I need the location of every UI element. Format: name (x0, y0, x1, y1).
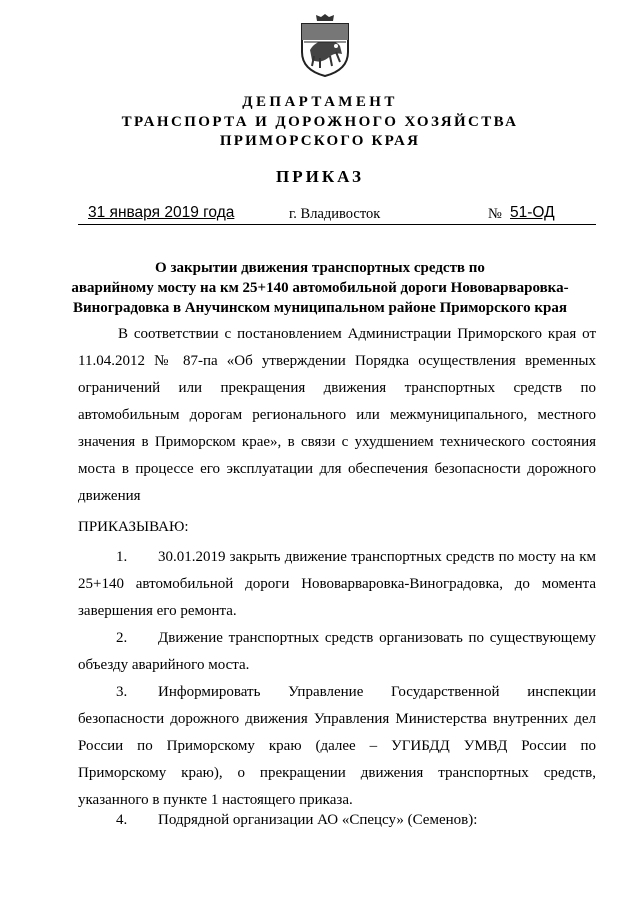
item-text: Информировать Управление Государственной инспекции безопасности дорожного движения Управления Министерства внутренних дел России по Приморскому краю (далее – УГИБДД УМВД России по Приморскому краю), о прекращении движения транспортных средств, указанного в пункте 1 настоящего приказа. (78, 684, 596, 808)
item-text: Подрядной организации АО «Спецсу» (Семенов): (158, 812, 478, 828)
order-title (0, 258, 640, 318)
order-item-3 (78, 679, 596, 814)
title-line-2: аварийному мосту на км 25+140 автомобильной дороги Нововарваровка- (71, 280, 569, 296)
document-type: ПРИКАЗ (276, 167, 364, 186)
title-line-3: Виноградовка в Анучинском муниципальном районе Приморского края (73, 300, 567, 316)
number-sign: № (488, 206, 502, 222)
primorsky-coat-of-arms-icon (296, 12, 354, 78)
order-item-2 (78, 625, 596, 679)
date-line (78, 204, 596, 225)
preamble-paragraph: В соответствии с постановлением Администрации Приморского края от 11.04.2012 № 87-па «Об утверждении Порядка осуществления временных ограничений или прекращения движения транспортных средств по автомобильным дорогам регионального или межмуниципального, местного значения в Приморском крае», в связи с ухудшением технического состояния моста в процессе его эксплуатации для обеспечения безопасности дорожного движения (78, 326, 596, 504)
item-number: 2. (116, 630, 128, 646)
order-item-4 (78, 807, 596, 834)
item-number: 1. (116, 549, 128, 565)
department-line-1: ДЕПАРТАМЕНТ (242, 94, 398, 110)
item-number: 3. (116, 684, 128, 700)
title-line-1: О закрытии движения транспортных средств по (155, 260, 485, 276)
order-city: г. Владивосток (289, 206, 381, 222)
item-text: 30.01.2019 закрыть движение транспортных средств по мосту на км 25+140 автомобильной дороги Нововарваровка-Виноградовка, до момента завершения его ремонта. (78, 549, 596, 619)
order-item-1 (78, 544, 596, 625)
order-date: 31 января 2019 года (88, 204, 235, 221)
order-number: 51-ОД (510, 204, 555, 221)
department-line-2: ТРАНСПОРТА И ДОРОЖНОГО ХОЗЯЙСТВА (121, 114, 519, 130)
item-text: Движение транспортных средств организовать по существующему объезду аварийного моста. (78, 630, 596, 673)
item-number: 4. (116, 812, 128, 828)
department-line-3: ПРИМОРСКОГО КРАЯ (219, 133, 421, 149)
order-word: ПРИКАЗЫВАЮ: (78, 519, 189, 535)
